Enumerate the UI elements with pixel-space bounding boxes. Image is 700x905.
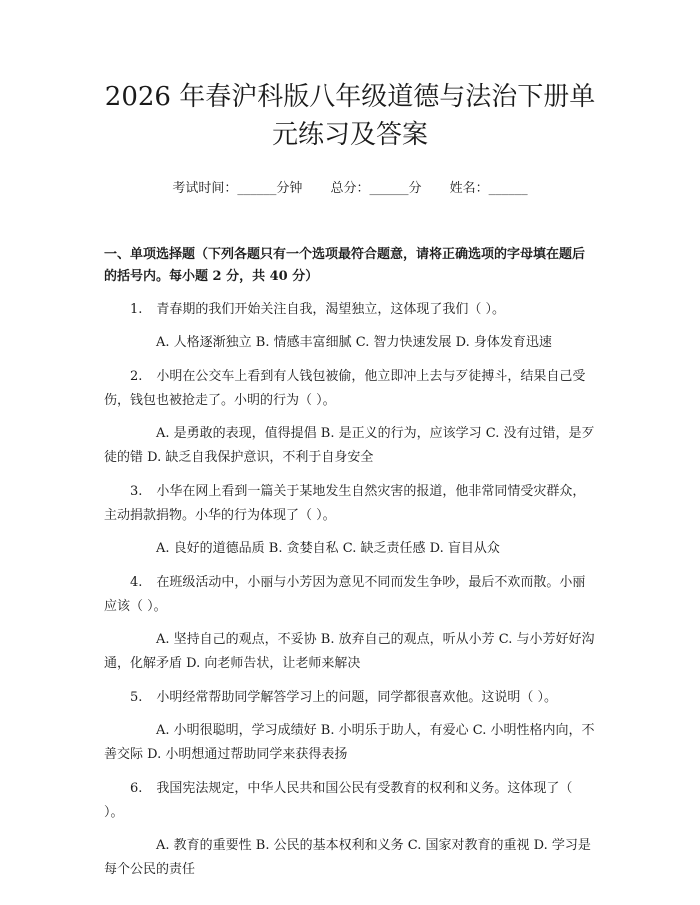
question-number: 3. xyxy=(130,484,143,499)
question-number: 5. xyxy=(130,690,143,705)
question-stem xyxy=(104,686,596,710)
question-stem xyxy=(104,480,596,528)
question-stem xyxy=(104,298,596,322)
question-number: 1. xyxy=(130,302,143,317)
question-text: 小明经常帮助同学解答学习上的问题，同学都很喜欢他。这说明（ ）。 xyxy=(156,690,558,705)
question-text: 我国宪法规定，中华人民共和国公民有受教育的权利和义务。这体现了（ ）。 xyxy=(104,781,573,820)
question-options: A. 人格逐渐独立 B. 情感丰富细腻 C. 智力快速发展 D. 身体发育迅速 xyxy=(156,335,552,350)
question-text: 小华在网上看到一篇关于某地发生自然灾害的报道，他非常同情受灾群众，主动捐款捐物。小华的行为体现了（ ）。 xyxy=(104,484,586,523)
question-text: 小明在公交车上看到有人钱包被偷，他立即冲上去与歹徒搏斗，结果自己受伤，钱包也被抢走了。小明的行为（ ）。 xyxy=(104,369,586,408)
question-number: 4. xyxy=(130,575,143,590)
question-options: A. 良好的道德品质 B. 贪婪自私 C. 缺乏责任感 D. 盲目从众 xyxy=(156,541,500,556)
question-text: 在班级活动中，小丽与小芳因为意见不同而发生争吵，最后不欢而散。小丽应该（ ）。 xyxy=(104,575,586,614)
question-text: 青春期的我们开始关注自我，渴望独立，这体现了我们（ ）。 xyxy=(156,302,506,317)
question-stem xyxy=(104,571,596,619)
student-name: 姓名：______ xyxy=(449,181,528,196)
question-stem xyxy=(104,365,596,413)
question-options: A. 坚持自己的观点，不妥协 B. 放弃自己的观点，听从小芳 C. 与小芳好好沟通，化解矛盾 D. 向老师告状，让老师来解决 xyxy=(104,632,595,671)
question-list xyxy=(104,298,596,882)
section-heading: 一、单项选择题（下列各题只有一个选项最符合题意，请将正确选项的字母填在题后的括号内。每小题 2 分，共 40 分） xyxy=(104,247,586,284)
question-number: 6. xyxy=(130,781,143,796)
question-stem xyxy=(104,777,596,825)
document-title: 2026 年春沪科版八年级道德与法治下册单元练习及答案 xyxy=(104,82,596,150)
exam-meta xyxy=(104,180,596,198)
exam-time: 考试时间：______分钟 xyxy=(172,181,303,196)
question-options: A. 是勇敢的表现，值得提倡 B. 是正义的行为，应该学习 C. 没有过错，是歹徒的错 D. 缺乏自我保护意识，不利于自身安全 xyxy=(104,426,595,465)
question-options: A. 小明很聪明，学习成绩好 B. 小明乐于助人，有爱心 C. 小明性格内向，不善交际 D. 小明想通过帮助同学来获得表扬 xyxy=(104,723,595,762)
exam-score: 总分：______分 xyxy=(330,181,422,196)
question-number: 2. xyxy=(130,369,143,384)
question-options: A. 教育的重要性 B. 公民的基本权利和义务 C. 国家对教育的重视 D. 学习是每个公民的责任 xyxy=(104,838,591,877)
